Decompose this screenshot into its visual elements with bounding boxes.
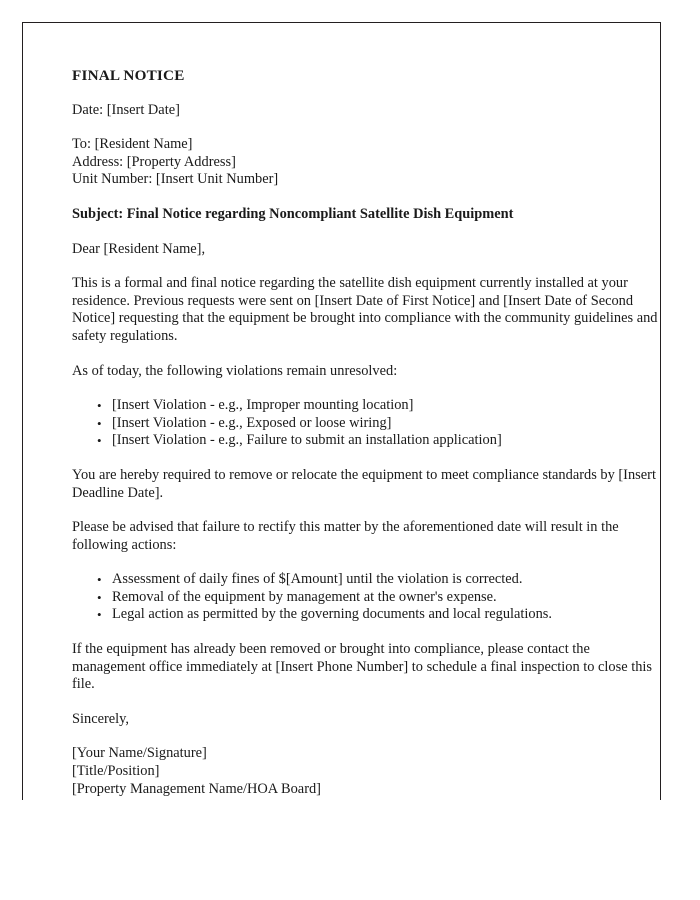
bullet-icon: • xyxy=(97,415,102,431)
document-body xyxy=(72,67,658,798)
paragraph-intro: This is a formal and final notice regarding the satellite dish equipment currently installed at your residence. Previous requests were sent on [Insert Date of First Notice] and [Insert Date of Second Notice] requesting that the equipment be brought into compliance with the community guidelines and safety regulations. xyxy=(72,275,658,344)
list-item-label: [Insert Violation - e.g., Failure to submit an installation application] xyxy=(112,432,502,449)
list-item-label: Assessment of daily fines of $[Amount] until the violation is corrected. xyxy=(112,571,523,588)
date-line: Date: [Insert Date] xyxy=(72,101,180,118)
list-item xyxy=(72,606,658,624)
list-item xyxy=(72,432,658,450)
list-item xyxy=(72,415,658,433)
list-item xyxy=(72,397,658,415)
document-page xyxy=(22,22,661,800)
actions-lead: Please be advised that failure to rectify this matter by the aforementioned date will result in the following actions: xyxy=(72,519,619,553)
list-item xyxy=(72,589,658,607)
sign-off: Sincerely, xyxy=(72,710,130,727)
list-item-label: Legal action as permitted by the governing documents and local regulations. xyxy=(112,606,552,623)
recipient-to: To: [Resident Name] xyxy=(72,136,193,153)
page-title: FINAL NOTICE xyxy=(72,67,185,84)
list-item-label: Removal of the equipment by management at the owner's expense. xyxy=(112,588,497,605)
signature-name: [Your Name/Signature] xyxy=(72,745,207,762)
signature-block xyxy=(72,745,658,798)
subject-line: Subject: Final Notice regarding Noncompliant Satellite Dish Equipment xyxy=(72,205,514,222)
recipient-block xyxy=(72,136,658,189)
salutation: Dear [Resident Name], xyxy=(72,240,206,257)
bullet-icon: • xyxy=(97,433,102,449)
actions-list xyxy=(72,571,658,624)
bullet-icon: • xyxy=(97,398,102,414)
signature-organization: [Property Management Name/HOA Board] xyxy=(72,780,321,797)
list-item-label: [Insert Violation - e.g., Improper mounting location] xyxy=(112,397,414,414)
bullet-icon: • xyxy=(97,589,102,605)
bullet-icon: • xyxy=(97,572,102,588)
violations-list xyxy=(72,397,658,450)
list-item-label: [Insert Violation - e.g., Exposed or loose wiring] xyxy=(112,414,392,431)
list-item xyxy=(72,571,658,589)
paragraph-closing: If the equipment has already been removed or brought into compliance, please contact the management office immediately at [Insert Phone Number] to schedule a final inspection to close this file. xyxy=(72,641,652,693)
bullet-icon: • xyxy=(97,607,102,623)
recipient-address: Address: [Property Address] xyxy=(72,153,236,170)
recipient-unit: Unit Number: [Insert Unit Number] xyxy=(72,171,279,188)
violations-lead: As of today, the following violations remain unresolved: xyxy=(72,362,398,379)
paragraph-requirement: You are hereby required to remove or relocate the equipment to meet compliance standards by [Insert Deadline Date]. xyxy=(72,466,656,501)
signature-title: [Title/Position] xyxy=(72,763,160,780)
